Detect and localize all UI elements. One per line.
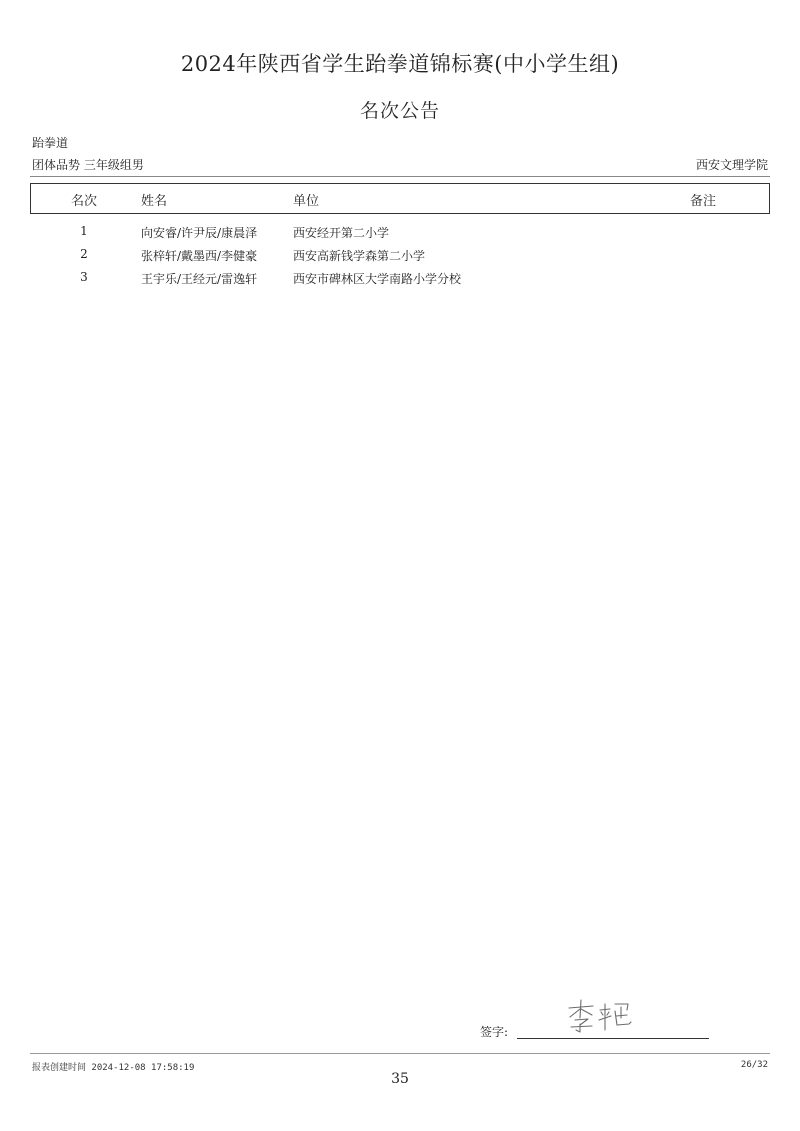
- header-name: 姓名: [141, 194, 168, 209]
- row-rank: 1: [80, 224, 88, 238]
- footer-divider: [30, 1053, 770, 1054]
- event-label: 团体品势 三年级组男: [32, 158, 144, 172]
- document-title: 2024年陕西省学生跆拳道锦标赛(中小学生组): [180, 52, 620, 76]
- row-names: 向安睿/许尹辰/康晨泽: [141, 226, 258, 240]
- row-unit: 西安高新钱学森第二小学: [293, 249, 426, 263]
- table-row: [0, 270, 800, 292]
- row-names: 王宇乐/王经元/雷逸轩: [141, 272, 258, 286]
- signature-line: [517, 1038, 709, 1039]
- row-names: 张梓轩/戴墨西/李健豪: [141, 249, 258, 263]
- row-rank: 2: [80, 247, 88, 261]
- table-row: [0, 224, 800, 246]
- row-unit: 西安市碑林区大学南路小学分校: [293, 272, 462, 286]
- header-divider: [30, 176, 770, 177]
- table-row: [0, 247, 800, 269]
- document-subtitle: 名次公告: [359, 100, 440, 122]
- row-rank: 3: [80, 270, 88, 284]
- page-fraction: 26/32: [740, 1060, 768, 1070]
- report-created-time: 报表创建时间 2024-12-08 17:58:19: [32, 1063, 195, 1073]
- organizer-label: 西安文理学院: [695, 158, 768, 172]
- signature-label: 签字:: [480, 1025, 509, 1039]
- sport-label: 跆拳道: [32, 136, 69, 150]
- handwritten-signature: [565, 998, 645, 1036]
- row-unit: 西安经开第二小学: [293, 226, 390, 240]
- page-number: 35: [391, 1071, 409, 1087]
- header-note: 备注: [690, 194, 717, 209]
- header-rank: 名次: [71, 194, 98, 209]
- header-unit: 单位: [293, 194, 320, 209]
